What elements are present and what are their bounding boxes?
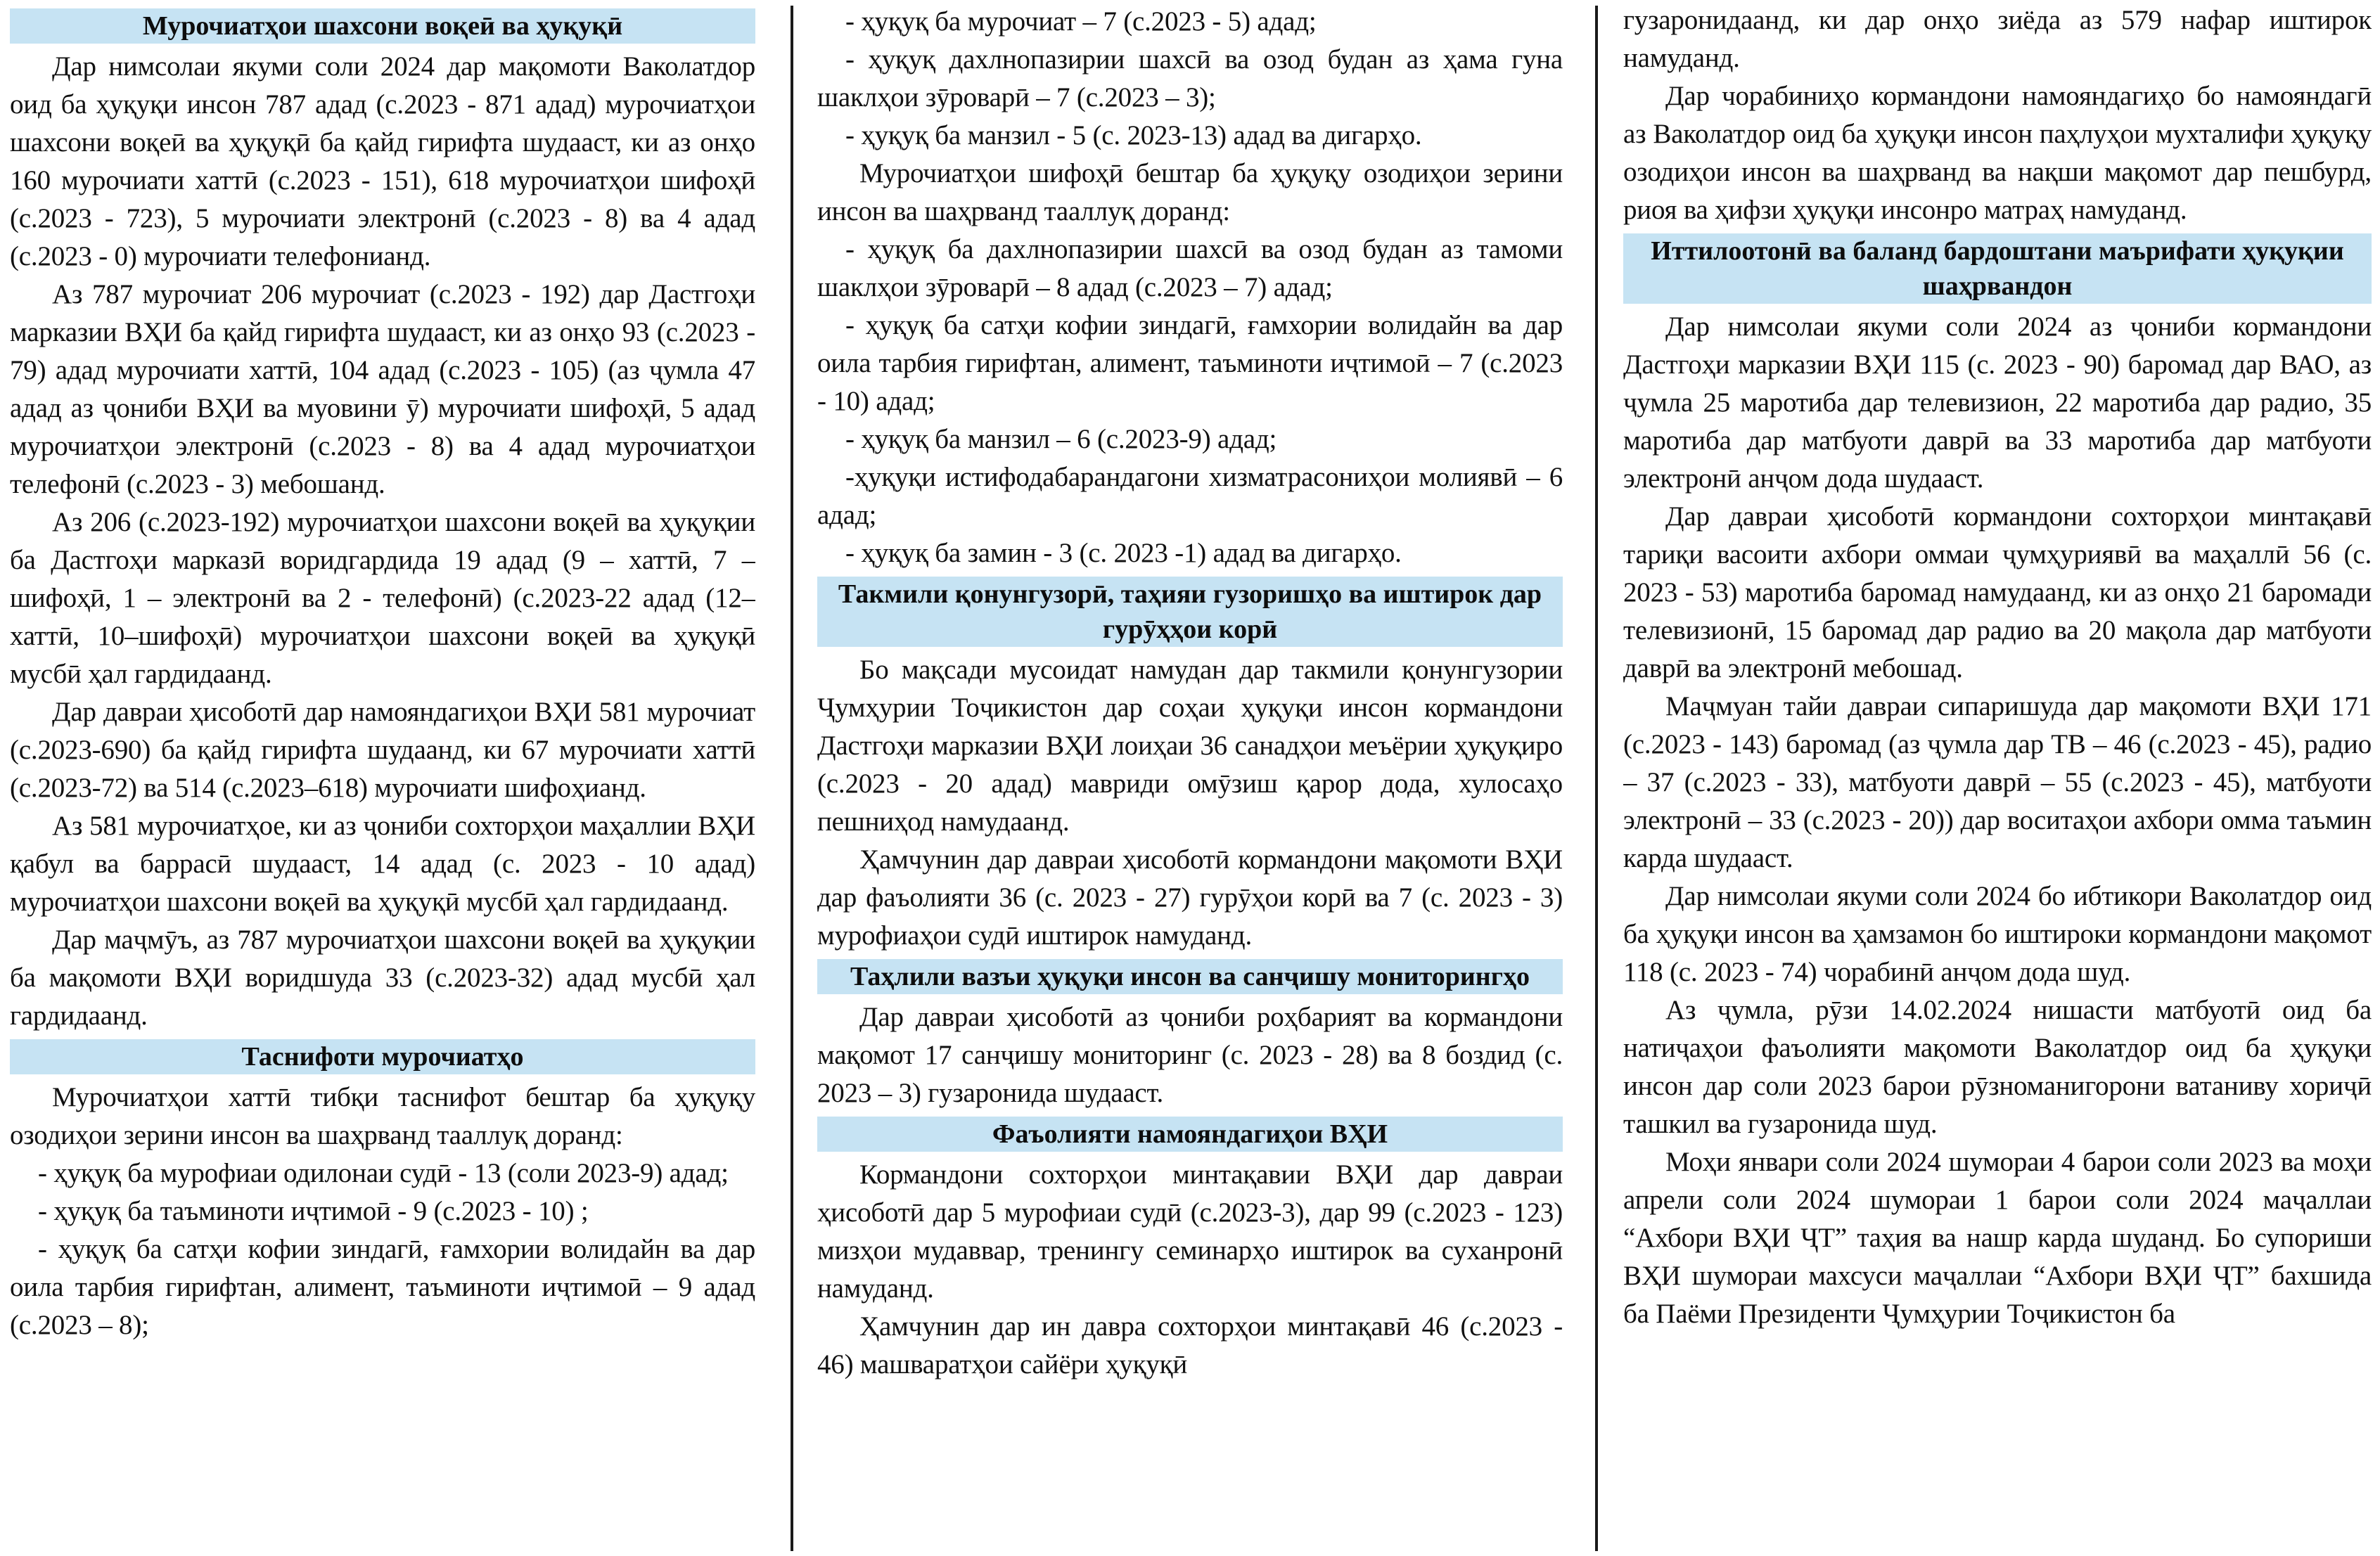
section-heading-classification: Таснифоти мурочиатҳо — [10, 1039, 755, 1074]
section-classification-cont — [817, 3, 1563, 572]
section-heading-representations: Фаъолияти намояндагиҳои ВҲИ — [817, 1117, 1563, 1152]
section-heading-legislation: Такмили қонунгузорӣ, таҳияи гузоришҳо ва иштирок дар гурӯҳҳои корӣ — [817, 577, 1563, 647]
list-item: -ҳуқуқи истифодабарандагони хизматрасониҳои молиявӣ – 6 адад; — [817, 462, 1563, 530]
paragraph: Дар маҷмӯъ, аз 787 мурочиатҳои шахсони воқеӣ ва ҳуқуқии ба мақомоти ВҲИ воридшуда 33 (с.2023-32) адад мусбӣ ҳал гардидаанд. — [10, 925, 755, 1031]
list-item: - ҳуқуқ ба сатҳи кофии зиндагӣ, ғамхории волидайн ва дар оила тарбия гирифтан, алимент, таъминоти иҷтимоӣ – 7 (с.2023 - 10) адад; — [817, 310, 1563, 416]
list-item: - ҳуқуқ дахлнопазирии шахсӣ ва озод будан аз ҳама гуна шаклҳои зӯроварӣ – 7 (с.2023 – 3); — [817, 44, 1563, 112]
section-classification — [10, 1079, 755, 1344]
list-item: - ҳуқуқ ба сатҳи кофии зиндагӣ, ғамхории волидайн ва дар оила тарбия гирифтан, алимент, таъминоти иҷтимоӣ – 9 адад (с.2023 – 8); — [10, 1234, 755, 1340]
column-right — [1623, 0, 2372, 1556]
list-item: - ҳуқуқ ба мурофиаи одилонаи судӣ - 13 (соли 2023-9) адад; — [38, 1158, 729, 1188]
column-divider-right — [1595, 6, 1598, 1551]
paragraph: Дар чорабиниҳо кормандони намояндагиҳо бо намояндагӣ аз Ваколатдор оид ба ҳуқуқи инсон паҳлуҳои мухталифи ҳуқуқу озодиҳои инсон ва шаҳрванд ва нақши мақомот дар пешбурд, риоя ва ҳифзи ҳуқуқи инсонро матраҳ намуданд. — [1623, 81, 2372, 225]
paragraph: Аз 581 мурочиатҳое, ки аз ҷониби сохторҳои маҳаллии ВҲИ қабул ва баррасӣ шудааст, 14 адад (с. 2023 - 10 адад) мурочиатҳои шахсони воқеӣ ва ҳуқуқӣ мусбӣ ҳал гардидаанд. — [10, 811, 755, 917]
section-representations — [817, 1156, 1563, 1384]
paragraph: Моҳи январи соли 2024 шумораи 4 барои соли 2023 ва моҳи апрели соли 2024 шумораи 1 барои соли 2024 маҷаллаи “Ахбори ВҲИ ҶТ” таҳия ва нашр карда шуданд. Бо супориши ВҲИ шумораи махсуси маҷаллаи “Ахбори ВҲИ ҶТ” бахшида ба Паёми Президенти Ҷумҳурии Тоҷикистон ба — [1623, 1147, 2372, 1329]
paragraph: Дар давраи ҳисоботӣ аз ҷониби роҳбарият ва кормандони мақомот 17 санҷишу мониторинг (с. 2023 - 28) ва 8 боздид (с. 2023 – 3) гузаронида шудааст. — [817, 1002, 1563, 1108]
section-heading-awareness: Иттилоотонӣ ва баланд бардоштани маърифати ҳуқуқии шаҳрвандон — [1623, 233, 2372, 304]
list-item: - ҳуқуқ ба таъминоти иҷтимоӣ - 9 (с.2023 - 10) ; — [38, 1196, 589, 1226]
paragraph: Ҳамчунин дар давраи ҳисоботӣ кормандони мақомоти ВҲИ дар фаъолияти 36 (с. 2023 - 27) гурӯҳои корӣ ва 7 (с. 2023 - 3) мурофиаҳои судӣ иштирок намуданд. — [817, 844, 1563, 951]
column-left — [10, 0, 755, 1556]
paragraph: Маҷмуан тайи давраи сипаришуда дар мақомоти ВҲИ 171 (с.2023 - 143) баромад (аз ҷумла дар ТВ – 46 (с.2023 - 45), радио – 37 (с.2023 - 33), матбуоти даврӣ – 55 (с.2023 - 45), матбуоти электронӣ – 33 (с.2023 - 20)) дар воситаҳои ахбори омма таъмин карда шудааст. — [1623, 691, 2372, 873]
list-item: - ҳуқуқ ба мурочиат – 7 (с.2023 - 5) адад; — [845, 6, 1317, 37]
rights-list — [10, 1155, 755, 1344]
section-monitoring — [817, 998, 1563, 1112]
list-item: - ҳуқуқ ба замин - 3 (с. 2023 -1) адад ва дигарҳо. — [845, 538, 1402, 568]
section-representations-cont — [1623, 1, 2372, 229]
list-item: - ҳуқуқ ба дахлнопазирии шахсӣ ва озод будан аз тамоми шаклҳои зӯроварӣ – 8 адад (с.2023 – 7) адад; — [817, 234, 1563, 302]
section-heading-appeals: Мурочиатҳои шахсони воқеӣ ва ҳуқуқӣ — [10, 8, 755, 44]
section-heading-monitoring: Таҳлили вазъи ҳуқуқи инсон ва санҷишу мониторингҳо — [817, 959, 1563, 994]
paragraph: Мурочиатҳои хаттӣ тибқи таснифот бештар ба ҳуқуқу озодиҳои зерини инсон ва шаҳрванд тааллуқ доранд: — [10, 1082, 755, 1150]
list-item: - ҳуқуқ ба манзил - 5 (с. 2023-13) адад ва дигарҳо. — [845, 120, 1422, 150]
paragraph: Ҳамчунин дар ин давра сохторҳои минтақавӣ 46 (с.2023 - 46) машваратҳои сайёри ҳуқуқӣ — [817, 1311, 1563, 1380]
paragraph: Дар давраи ҳисоботӣ дар намояндагиҳои ВҲИ 581 мурочиат (с.2023-690) ба қайд гирифта шудаанд, ки 67 мурочиати хаттӣ (с.2023-72) ва 514 (с.2023–618) мурочиати шифоҳианд. — [10, 697, 755, 803]
paragraph: Кормандони сохторҳои минтақавии ВҲИ дар давраи ҳисоботӣ дар 5 мурофиаи судӣ (с.2023-3), дар 99 (с.2023 - 123) мизҳои мудаввар, тренингу семинарҳо иштирок ва суханронӣ намуданд. — [817, 1159, 1563, 1304]
section-awareness — [1623, 308, 2372, 1333]
paragraph: Дар нимсолаи якуми соли 2024 аз ҷониби кормандони Дастгоҳи марказии ВҲИ 115 (с. 2023 - 90) баромад дар ВАО, аз ҷумла 25 маротиба дар телевизион, 22 маротиба дар радио, 35 маротиба дар матбуоти даврӣ ва 33 маротиба дар матбуоти электронӣ анҷом дода шудааст. — [1623, 311, 2372, 494]
column-middle — [817, 0, 1563, 1556]
paragraph: Мурочиатҳои шифоҳӣ бештар ба ҳуқуқу озодиҳои зерини инсон ва шаҳрванд тааллуқ доранд: — [817, 158, 1563, 226]
section-appeals — [10, 48, 755, 1035]
section-legislation — [817, 651, 1563, 955]
paragraph: гузаронидаанд, ки дар онҳо зиёда аз 579 нафар иштирок намуданд. — [1623, 5, 2372, 73]
column-divider-left — [791, 6, 793, 1551]
rights-list — [817, 231, 1563, 572]
paragraph: Дар нимсолаи якуми соли 2024 бо ибтикори Ваколатдор оид ба ҳуқуқи инсон ва ҳамзамон бо иштироки кормандони мақомот 118 (с. 2023 - 74) чорабинӣ анҷом дода шуд. — [1623, 881, 2372, 987]
paragraph: Дар нимсолаи якуми соли 2024 дар мақомоти Ваколатдор оид ба ҳуқуқи инсон 787 адад (с.2023 - 871 адад) мурочиатҳои шахсони воқеӣ ва ҳуқуқӣ ба қайд гирифта шудааст, ки аз онҳо 160 мурочиати хаттӣ (с.2023 - 151), 618 мурочиатҳои шифоҳӣ (с.2023 - 723), 5 мурочиати электронӣ (с.2023 - 8) ва 4 адад (с.2023 - 0) мурочиати телефонианд. — [10, 51, 755, 271]
paragraph: Аз ҷумла, рӯзи 14.02.2024 нишасти матбуотӣ оид ба натиҷаҳои фаъолияти мақомоти Ваколатдор оид ба ҳуқуқи инсон дар соли 2023 барои рӯзноманигорони ватаниву хориҷӣ ташкил ва гузаронида шуд. — [1623, 995, 2372, 1139]
paragraph: Дар давраи ҳисоботӣ кормандони сохторҳои минтақавӣ тариқи васоити ахбори оммаи ҷумҳуриявӣ ва маҳаллӣ 56 (с. 2023 - 53) маротиба баромад намудаанд, ки аз онҳо 21 баромади телевизионӣ, 15 баромад дар радио ва 20 мақола дар матбуоти даврӣ ва электронӣ мебошад. — [1623, 501, 2372, 683]
paragraph: Аз 787 мурочиат 206 мурочиат (с.2023 - 192) дар Дастгоҳи марказии ВҲИ ба қайд гирифта шудааст, ки аз онҳо 93 (с.2023 - 79) адад мурочиати хаттӣ, 104 адад (с.2023 - 105) (аз ҷумла 47 адад аз ҷониби ВҲИ ва муовини ӯ) мурочиати шифоҳӣ, 5 адад мурочиатҳои электронӣ (с.2023 - 8) ва 4 адад мурочиатҳои телефонӣ (с.2023 - 3) мебошанд. — [10, 279, 755, 499]
paragraph: Аз 206 (с.2023-192) мурочиатҳои шахсони воқеӣ ва ҳуқуқии ба Дастгоҳи марказӣ воридгардида 19 адад (9 – хаттӣ, 7 – шифоҳӣ, 1 – электронӣ ва 2 - телефонӣ) (с.2023-22 адад (12–хаттӣ, 10–шифоҳӣ) мурочиатҳои шахсони воқеӣ ва ҳуқуқӣ мусбӣ ҳал гардидаанд. — [10, 507, 755, 689]
rights-list — [817, 3, 1563, 155]
paragraph: Бо мақсади мусоидат намудан дар такмили қонунгузории Ҷумҳурии Тоҷикистон дар соҳаи ҳуқуқи инсон кормандони Дастгоҳи марказии ВҲИ лоиҳаи 36 санадҳои меъёрии ҳуқуқиро (с.2023 - 20 адад) мавриди омӯзиш қарор дода, хулосаҳо пешниҳод намудаанд. — [817, 655, 1563, 837]
list-item: - ҳуқуқ ба манзил – 6 (с.2023-9) адад; — [845, 424, 1277, 454]
